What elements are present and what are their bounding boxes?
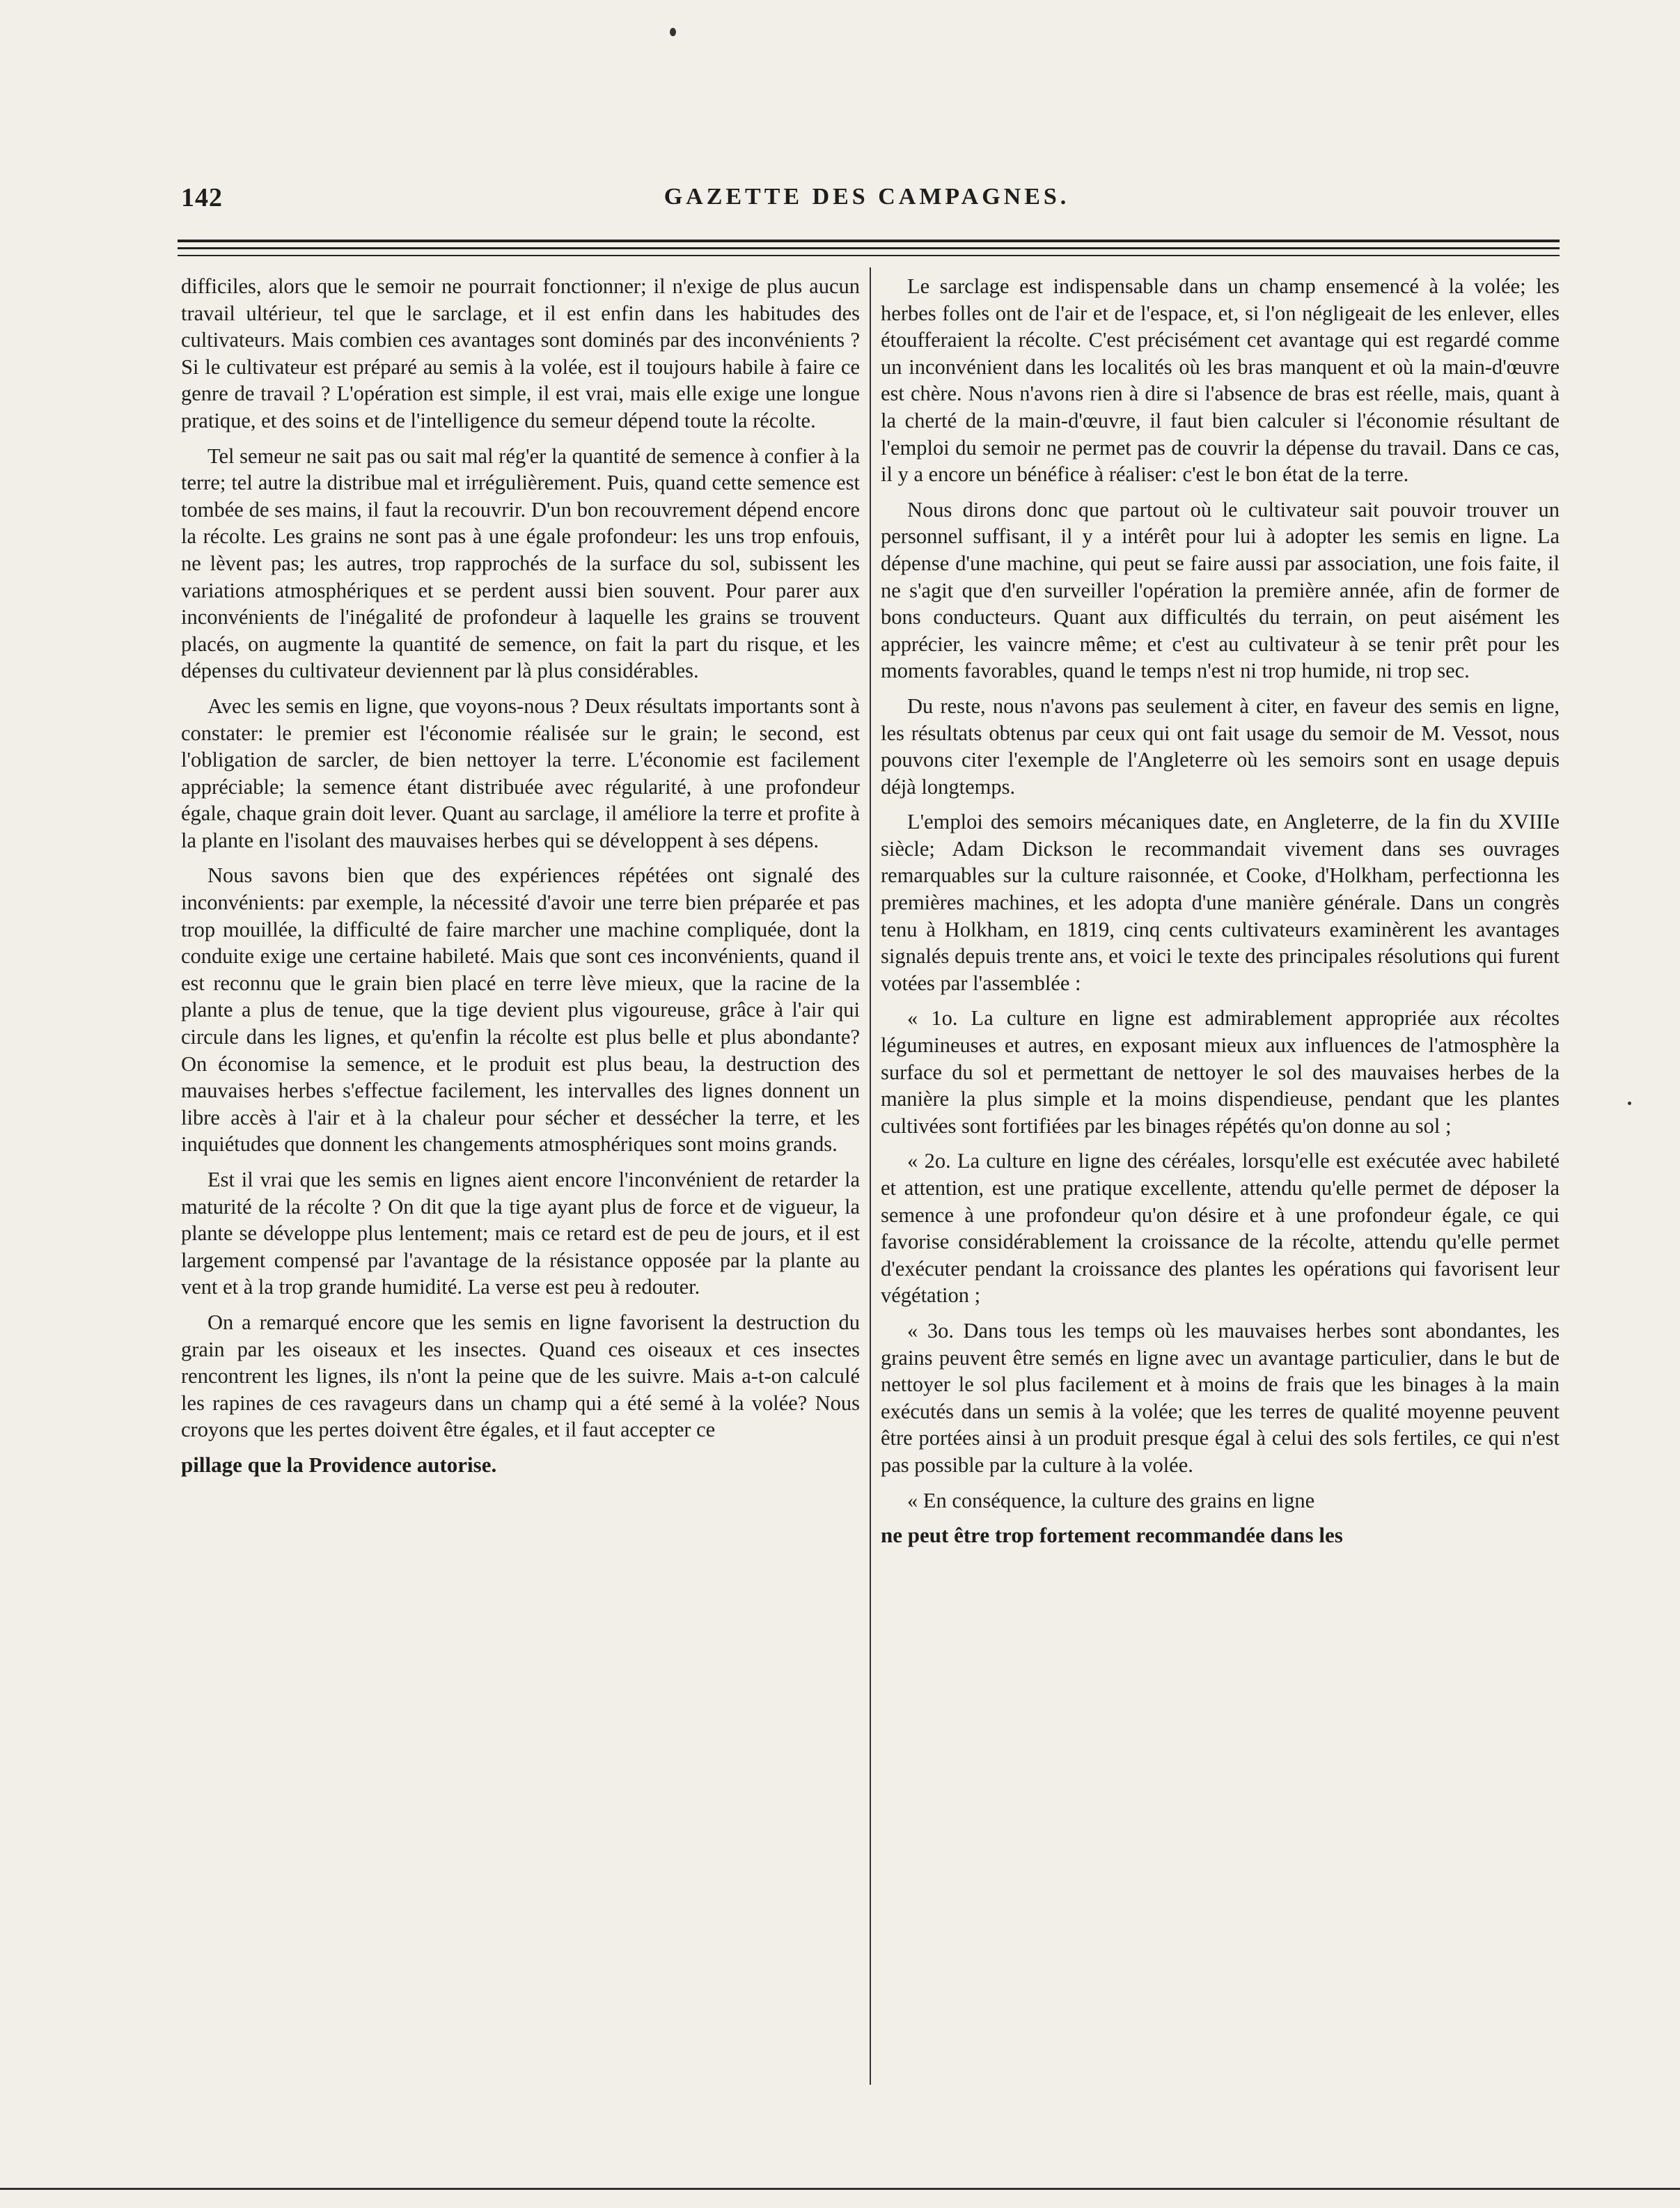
print-speck xyxy=(670,28,676,36)
paragraph: Tel semeur ne sait pas ou sait mal rég'er la quantité de semence à confier à la terre; tel autre la distribue mal et irrégulièrement. Puis, quand cette semence est tombée de ses mains, il faut la recouvrir. D'un bon recouvrement dépend encore la récolte. Les grains ne sont pas à une égale profondeur: les uns trop enfouis, ne lèvent pas; les autres, trop rapprochés de la surface du sol, subissent les variations atmosphériques et se perdent aussi bien souvent. Pour parer aux inconvénients de l'inégalité de profondeur à laquelle les grains se trouvent placés, on augmente la quantité de semence, on fait la part du risque, et les dépenses du cultivateur deviennent par là plus considérables. xyxy=(181,444,860,683)
paragraph: Nous savons bien que des expériences répétées ont signalé des inconvénients: par exemple, la nécessité d'avoir une terre bien préparée et pas trop mouillée, la difficulté de faire marcher une machine compliquée, dont la conduite exige une certaine habileté. Mais que sont ces inconvénients, quand il est reconnu que le grain bien placé en terre lève mieux, que la racine de la plante a plus de tenue, que la tige devient plus vigoureuse, grâce à l'air qui circule dans les lignes, et qu'enfin la récolte est plus belle et plus abondante? On économise la semence, et le produit est plus beau, la destruction des mauvaises herbes s'effectue facilement, les intervalles des lignes donnent un libre accès à l'air et à la chaleur pour sécher et dessécher la terre, et les inquiétudes que donnent les changements atmosphériques sont moins grands. xyxy=(181,863,860,1157)
page-bottom-edge xyxy=(0,2188,1680,2190)
paragraph: On a remarqué encore que les semis en ligne favorisent la destruction du grain par les oiseaux et les insectes. Quand ces oiseaux et ces insectes rencontrent les lignes, ils n'ont la peine que de les suivre. Mais a-t-on calculé les rapines de ces ravageurs dans un champ qui a été semé à la volée? Nous croyons que les pertes doivent être égales, et il faut accepter ce xyxy=(181,1310,860,1442)
quote-resolution: « En conséquence, la culture des grains en ligne xyxy=(907,1488,1315,1512)
paragraph: Avec les semis en ligne, que voyons-nous ? Deux résultats importants sont à constater: le premier est l'économie réalisée sur le grain; le second, est l'obligation de sarcler, de bien nettoyer la terre. L'économie est facilement appréciable; la semence étant distribuée avec régularité, à une profondeur égale, chaque grain doit lever. Quant au sarclage, il améliore la terre et profite à la plante en l'isolant des mauvaises herbes qui se développent à ses dépens. xyxy=(181,694,860,852)
paragraph: Est il vrai que les semis en lignes aient encore l'inconvénient de retarder la maturité de la récolte ? On dit que la tige ayant plus de force et de vigueur, la plante se développe plus lentement; mais ce retard est de peu de jours, et il est largement compensé par l'avantage de la résistance opposée par la plante au vent et à la trop grande humidité. La verse est peu à redouter. xyxy=(181,1168,860,1299)
paragraph: Le sarclage est indispensable dans un champ ensemencé à la volée; les herbes folles ont de l'air et de l'espace, et, si l'on négligeait de les enlever, elles étoufferaient la récolte. C'est précisément cet avantage qui est regardé comme un inconvénient dans les localités où les bras manquent et où la main-d'œuvre est chère. Nous n'avons rien à dire si l'absence de bras est réelle, mais, quant à la cherté de la main-d'œuvre, il faut bien calculer si l'économie résultant de l'emploi du semoir ne permet pas de couvrir la dépense du travail. Dans ce cas, il y a encore un bénéfice à réaliser: c'est le bon état de la terre. xyxy=(881,274,1560,487)
column-divider xyxy=(870,267,871,2085)
column-tail-line: pillage que la Providence autorise. xyxy=(181,1452,497,1477)
running-title: GAZETTE DES CAMPAGNES. xyxy=(664,184,1070,210)
left-column xyxy=(181,273,860,2097)
header-rule xyxy=(178,247,1560,249)
header-rule xyxy=(178,255,1560,256)
header-rule xyxy=(178,240,1560,242)
paragraph: difficiles, alors que le semoir ne pourrait fonctionner; il n'exige de plus aucun travail ultérieur, tel que le sarclage, et il est enfin dans les habitudes des cultivateurs. Mais combien ces avantages sont dominés par des inconvénients ? Si le cultivateur est préparé au semis à la volée, est il toujours habile à faire ce genre de travail ? L'opération est simple, il est vrai, mais elle exige une longue pratique, et des soins et de l'intelligence du semeur dépend toute la récolte. xyxy=(181,274,860,432)
right-column xyxy=(881,273,1560,2097)
page-header xyxy=(181,182,1553,224)
paragraph: Du reste, nous n'avons pas seulement à citer, en faveur des semis en ligne, les résultats obtenus par ceux qui ont fait usage du semoir de M. Vessot, nous pouvons citer l'exemple de l'Angleterre où les semoirs sont en usage depuis déjà longtemps. xyxy=(881,694,1560,799)
print-speck xyxy=(1628,1102,1631,1105)
quote-resolution: « 2o. La culture en ligne des céréales, lorsqu'elle est exécutée avec habileté et attention, est une pratique excellente, attendu qu'elle permet de déposer la semence à une profondeur qu'on désire et à une profondeur égale, ce qui favorise considérablement la croissance de la récolte, attendu qu'elle permet d'exécuter pendant la croissance des plantes les opérations qui favorisent leur végétation ; xyxy=(881,1149,1560,1308)
page-number: 142 xyxy=(181,183,223,212)
paragraph: L'emploi des semoirs mécaniques date, en Angleterre, de la fin du XVIIIe siècle; Adam Dickson le recommandait vivement dans ses ouvrages remarquables sur la culture raisonnée, et Cooke, d'Holkham, perfectionna les premières machines, et les adopta d'une manière générale. Dans un congrès tenu à Holkham, en 1819, cinq cents cultivateurs examinèrent les avantages signalés depuis trente ans, et voici le texte des principales résolutions qui furent votées par l'assemblée : xyxy=(881,810,1560,995)
paragraph: Nous dirons donc que partout où le cultivateur sait pouvoir trouver un personnel suffisant, il y a intérêt pour lui à adopter les semis en ligne. La dépense d'une machine, qui peut se faire aussi par association, une fois faite, il ne s'agit que d'en surveiller l'opération la première année, afin de former de bons conducteurs. Quant aux difficultés du terrain, on peut aisément les apprécier, les vaincre même; et c'est au cultivateur à se tenir prêt pour les moments favorables, quand le temps n'est ni trop humide, ni trop sec. xyxy=(881,497,1560,683)
quote-resolution: « 1o. La culture en ligne est admirablement appropriée aux récoltes légumineuses et autres, en exposant mieux aux influences de l'atmosphère la surface du sol et permettant de nettoyer le sol des mauvaises herbes de la manière la plus simple et la moins dispendieuse, pendant que les plantes cultivées sont fortifiées par les binages répétés qu'on donne au sol ; xyxy=(881,1006,1560,1138)
quote-resolution: « 3o. Dans tous les temps où les mauvaises herbes sont abondantes, les grains peuvent être semés en ligne avec un avantage particulier, dans le but de nettoyer le sol plus facilement et à moins de frais que les binages à la main exécutés dans un semis à la volée; que les terres de qualité moyenne peuvent être portées ainsi à un produit presque égal à celui des sols fertiles, ce qui n'est pas possible par la culture à la volée. xyxy=(881,1318,1560,1477)
column-tail-line: ne peut être trop fortement recommandée dans les xyxy=(881,1523,1343,1548)
